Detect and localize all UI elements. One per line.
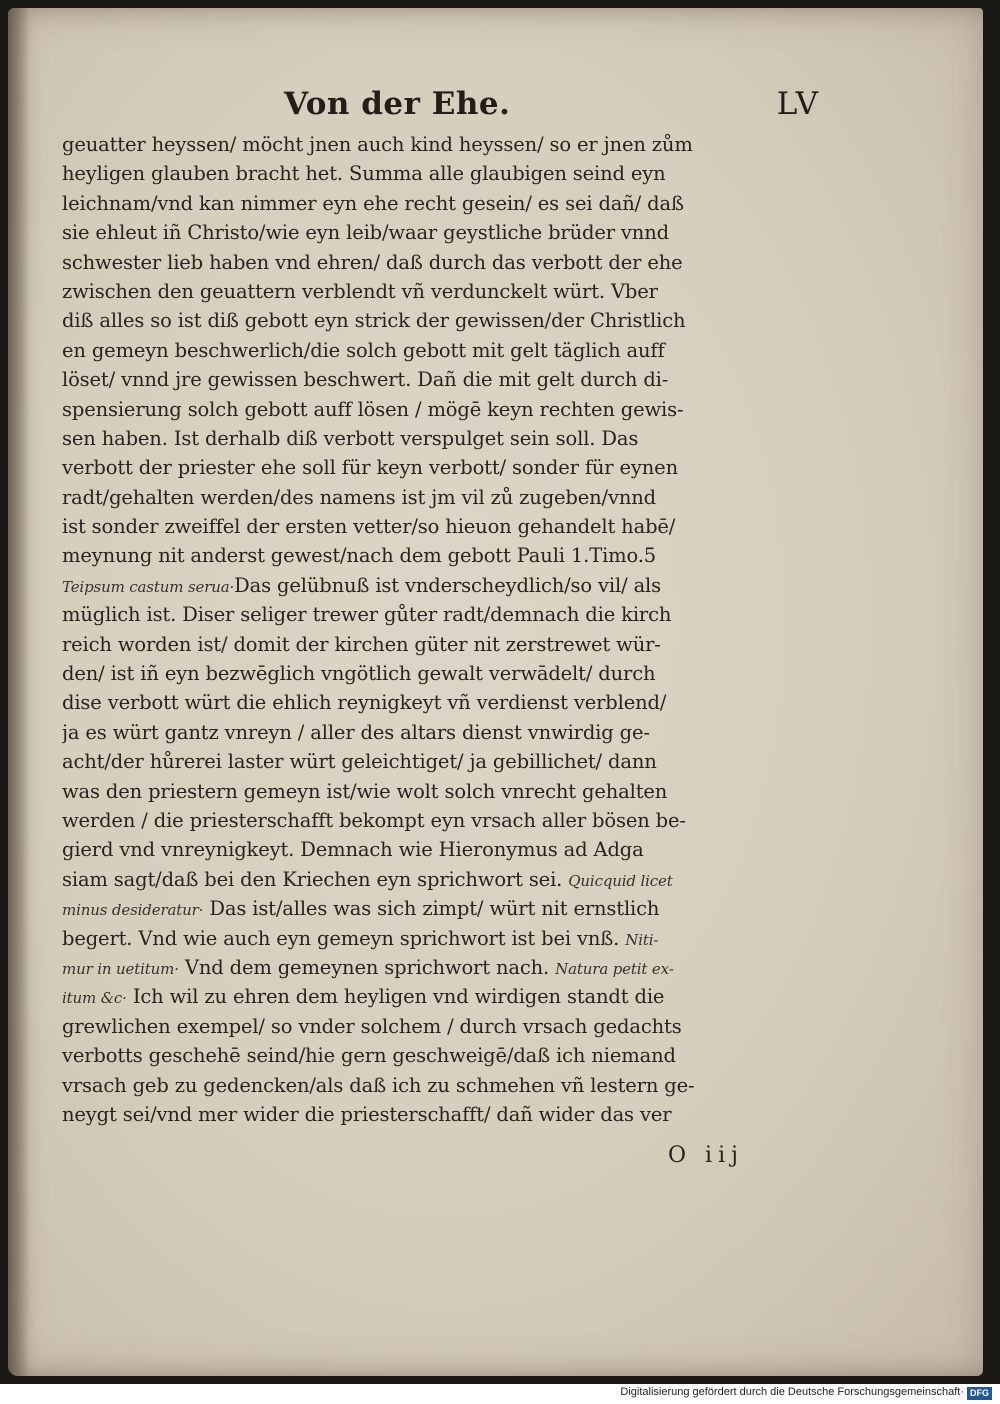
text-line [62, 835, 832, 864]
text-line [62, 806, 832, 835]
line-text: Das ist/alles was sich zimpt/ würt nit ernstlich [203, 897, 660, 921]
line-text: zwischen den geuattern verblendt vñ verdunckelt würt. Vber [62, 279, 658, 303]
latin-quote: mur in uetitum· [62, 959, 179, 978]
text-line [62, 365, 832, 394]
text-line [62, 924, 832, 953]
text-line [62, 600, 832, 629]
text-line [62, 571, 832, 600]
line-text: reich worden ist/ domit der kirchen güter nit zerstrewet wür- [62, 632, 661, 656]
latin-quote: Niti- [625, 930, 659, 949]
line-text: vrsach geb zu gedencken/als daß ich zu schmehen vñ lestern ge- [62, 1073, 695, 1097]
text-line [62, 277, 832, 306]
line-text: Vnd dem gemeynen sprichwort nach. [178, 955, 556, 979]
text-line [62, 395, 832, 424]
text-line [62, 130, 832, 159]
dfg-logo: DFG [967, 1387, 992, 1400]
line-text: dise verbott würt die ehlich reynigkeyt vñ verdienst verblend/ [62, 691, 667, 715]
line-text: sen haben. Ist derhalb diß verbott verspulget sein soll. Das [62, 426, 639, 450]
line-text: gierd vnd vnreynigkeyt. Demnach wie Hieronymus ad Adga [62, 838, 644, 862]
text-line [62, 865, 832, 894]
text-line [62, 483, 832, 512]
text-line [62, 688, 832, 717]
signature-mark: O iij [668, 1143, 744, 1168]
line-text: spensierung solch gebott auff lösen / mögē keyn rechten gewis- [62, 397, 684, 421]
line-text: sie ehleut iñ Christo/wie eyn leib/waar geystliche brüder vnnd [62, 221, 669, 245]
line-text: neygt sei/vnd mer wider die priesterschafft/ dañ wider das ver [62, 1102, 672, 1126]
text-line [62, 777, 832, 806]
line-text: schwester lieb haben vnd ehren/ daß durch das verbott der ehe [62, 250, 683, 274]
line-text: acht/der hůrerei laster würt geleichtiget/ ja gebillichet/ dann [62, 750, 657, 774]
text-line [62, 453, 832, 482]
text-line [62, 218, 832, 247]
running-head [240, 86, 820, 134]
text-line [62, 747, 832, 776]
line-text: verbott der priester ehe soll für keyn verbott/ sonder für eynen [62, 456, 678, 480]
line-text: begert. Vnd wie auch eyn gemeyn sprichwort ist bei vnß. [62, 926, 626, 950]
latin-quote: itum &c· [62, 989, 127, 1008]
text-line [62, 1100, 832, 1129]
text-line [62, 159, 832, 188]
text-line [62, 306, 832, 335]
line-text: verbotts geschehē seind/hie gern geschweigē/daß ich niemand [62, 1044, 676, 1068]
line-text: was den priestern gemeyn ist/wie wolt solch vnrecht gehalten [62, 779, 668, 803]
text-line [62, 659, 832, 688]
text-line [62, 336, 832, 365]
latin-quote: Quicquid licet [568, 871, 673, 890]
text-line [62, 1041, 832, 1070]
text-line [62, 512, 832, 541]
text-line [62, 894, 832, 923]
text-block [62, 130, 832, 1129]
line-text: leichnam/vnd kan nimmer eyn ehe recht gesein/ es sei dañ/ daß [62, 191, 684, 215]
line-text: löset/ vnnd jre gewissen beschwert. Dañ die mit gelt durch di- [62, 368, 669, 392]
text-line [62, 630, 832, 659]
line-text: Das gelübnuß ist vnderscheydlich/so vil/ als [234, 573, 661, 597]
latin-quote: minus desideratur· [62, 901, 204, 920]
line-text: radt/gehalten werden/des namens ist jm vil zů zugeben/vnnd [62, 485, 656, 509]
line-text: siam sagt/daß bei den Kriechen eyn sprichwort sei. [62, 867, 569, 891]
line-text: müglich ist. Diser seliger trewer gůter radt/demnach die kirch [62, 603, 672, 627]
line-text: heyligen glauben bracht het. Summa alle glaubigen seind eyn [62, 162, 666, 186]
line-text: en gemeyn beschwerlich/die solch gebott mit gelt täglich auff [62, 338, 665, 362]
latin-quote: Teipsum castum serua· [62, 577, 235, 596]
line-text: grewlichen exempel/ so vnder solchem / durch vrsach gedachts [62, 1014, 682, 1038]
text-line [62, 541, 832, 570]
line-text: ist sonder zweiffel der ersten vetter/so hieuon gehandelt habē/ [62, 515, 676, 539]
text-line [62, 424, 832, 453]
latin-quote: Natura petit ex- [555, 959, 674, 978]
text-line [62, 982, 832, 1011]
line-text: den/ ist iñ eyn bezwēglich vngötlich gewalt verwādelt/ durch [62, 662, 656, 686]
line-text: Ich wil zu ehren dem heyligen vnd wirdigen standt die [126, 985, 665, 1009]
text-line [62, 1012, 832, 1041]
funding-note: Digitalisierung gefördert durch die Deutsche Forschungsgemeinschaft· [620, 1386, 964, 1398]
text-line [62, 248, 832, 277]
folio-number: LV [776, 86, 820, 122]
line-text: diß alles so ist diß gebott eyn strick der gewissen/der Christlich [62, 309, 686, 333]
line-text: geuatter heyssen/ möcht jnen auch kind heyssen/ so er jnen zům [62, 133, 693, 156]
text-line [62, 189, 832, 218]
text-line [62, 1071, 832, 1100]
text-line [62, 718, 832, 747]
page-gutter-shadow [8, 8, 30, 1376]
running-title: Von der Ehe. [284, 86, 511, 122]
line-text: meynung nit anderst gewest/nach dem gebott Pauli 1.Timo.5 [62, 544, 657, 568]
line-text: werden / die priesterschafft bekompt eyn vrsach aller bösen be- [62, 808, 686, 832]
text-line [62, 953, 832, 982]
line-text: ja es würt gantz vnreyn / aller des altars dienst vnwirdig ge- [62, 720, 650, 744]
